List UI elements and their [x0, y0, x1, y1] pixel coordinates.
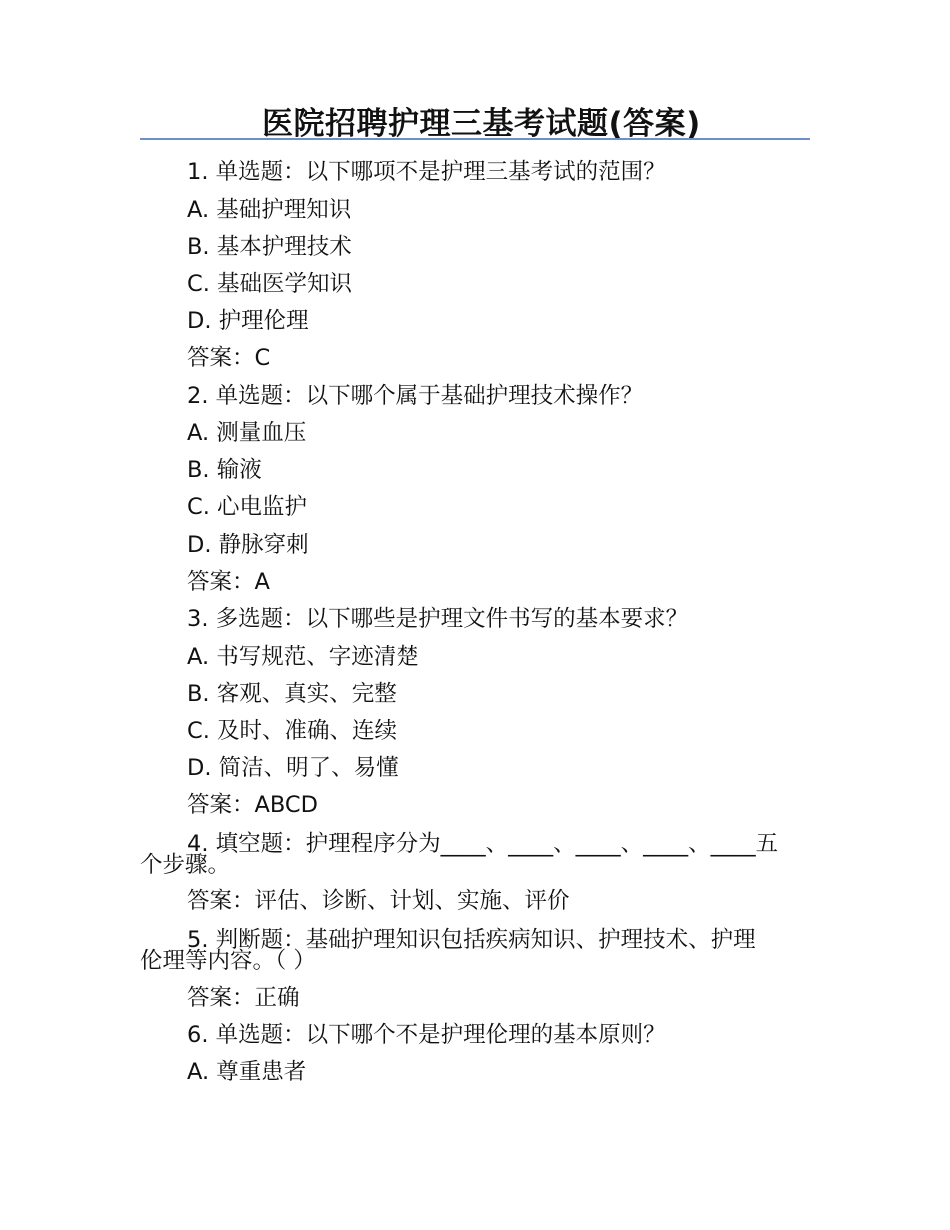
- q4-answer: 答案：评估、诊断、计划、实施、评价: [187, 888, 570, 914]
- question-4: 4. 填空题：护理程序分为____、____、____、____、____五: [187, 831, 779, 857]
- q2-option-a: A. 测量血压: [187, 420, 307, 446]
- question-3: 3. 多选题：以下哪些是护理文件书写的基本要求？: [187, 606, 689, 632]
- question-6: 6. 单选题：以下哪个不是护理伦理的基本原则？: [187, 1022, 666, 1048]
- question-5-continued: 伦理等内容。（ ）: [140, 948, 316, 974]
- q3-option-b: B. 客观、真实、完整: [187, 681, 397, 707]
- q3-option-a: A. 书写规范、字迹清楚: [187, 644, 419, 670]
- q3-option-c: C. 及时、准确、连续: [187, 718, 398, 744]
- q2-option-d: D. 静脉穿刺: [187, 532, 309, 558]
- q3-option-d: D. 简洁、明了、易懂: [187, 755, 399, 781]
- q1-option-a: A. 基础护理知识: [187, 197, 352, 223]
- q2-option-b: B. 输液: [187, 457, 262, 483]
- question-4-continued: 个步骤。: [140, 852, 231, 878]
- q1-answer: 答案：C: [187, 345, 271, 371]
- question-5: 5. 判断题：基础护理知识包括疾病知识、护理技术、护理: [187, 927, 756, 953]
- question-2: 2. 单选题：以下哪个属于基础护理技术操作？: [187, 383, 644, 409]
- q6-option-a: A. 尊重患者: [187, 1059, 307, 1085]
- q5-answer: 答案：正确: [187, 985, 300, 1011]
- q3-answer: 答案：ABCD: [187, 792, 318, 818]
- q1-option-d: D. 护理伦理: [187, 308, 309, 334]
- q2-answer: 答案：A: [187, 569, 270, 595]
- title-underline: [140, 138, 810, 140]
- document-title: 医院招聘护理三基考试题(答案): [262, 106, 701, 142]
- q2-option-c: C. 心电监护: [187, 494, 308, 520]
- q1-option-b: B. 基本护理技术: [187, 234, 352, 260]
- q1-option-c: C. 基础医学知识: [187, 271, 353, 297]
- question-1: 1. 单选题：以下哪项不是护理三基考试的范围？: [187, 159, 666, 185]
